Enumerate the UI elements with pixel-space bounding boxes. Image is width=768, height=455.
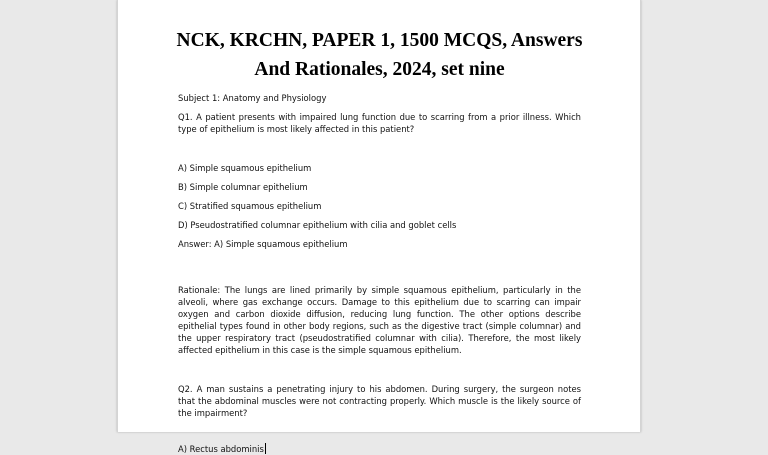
title-line-1: NCK, KRCHN, PAPER 1, 1500 MCQS, Answers bbox=[176, 30, 583, 51]
q1-rationale: Rationale: The lungs are lined primarily by simple squamous epithelium, particularly in the alveoli, where gas exchange occurs. Damage to this epithelium due to scarring can impair oxygen and carbon dioxide diffusion, reducing lung function. The other options describe epithelial types found in other body regions, such as the digestive tract (simple columnar) and the upper respiratory tract (pseudostratified columnar with cilia). Therefore, the most likely affected epithelium in this case is the simple squamous epithelium. bbox=[178, 285, 581, 355]
document-title bbox=[166, 26, 593, 84]
q1-option-c: C) Stratified squamous epithelium bbox=[178, 201, 322, 211]
question-2: Q2. A man sustains a penetrating injury to his abdomen. During surgery, the surgeon notes that the abdominal muscles were not contracting properly. Which muscle is the likely source of the impairment? bbox=[178, 384, 581, 418]
q2-option-a-line bbox=[178, 443, 581, 455]
subject-heading: Subject 1: Anatomy and Physiology bbox=[178, 93, 327, 103]
q2-option-a: A) Rectus abdominis bbox=[178, 444, 264, 454]
q1-option-d: D) Pseudostratified columnar epithelium with cilia and goblet cells bbox=[178, 220, 457, 230]
q1-answer: Answer: A) Simple squamous epithelium bbox=[178, 239, 348, 249]
document-page[interactable] bbox=[117, 0, 641, 454]
q1-option-b: B) Simple columnar epithelium bbox=[178, 182, 308, 192]
text-cursor bbox=[265, 443, 266, 454]
question-1: Q1. A patient presents with impaired lung function due to scarring from a prior illness. Which type of epithelium is most likely affected in this patient? bbox=[178, 112, 581, 134]
page-content bbox=[178, 26, 581, 455]
q1-option-a: A) Simple squamous epithelium bbox=[178, 163, 312, 173]
title-line-2: And Rationales, 2024, set nine bbox=[254, 59, 505, 80]
